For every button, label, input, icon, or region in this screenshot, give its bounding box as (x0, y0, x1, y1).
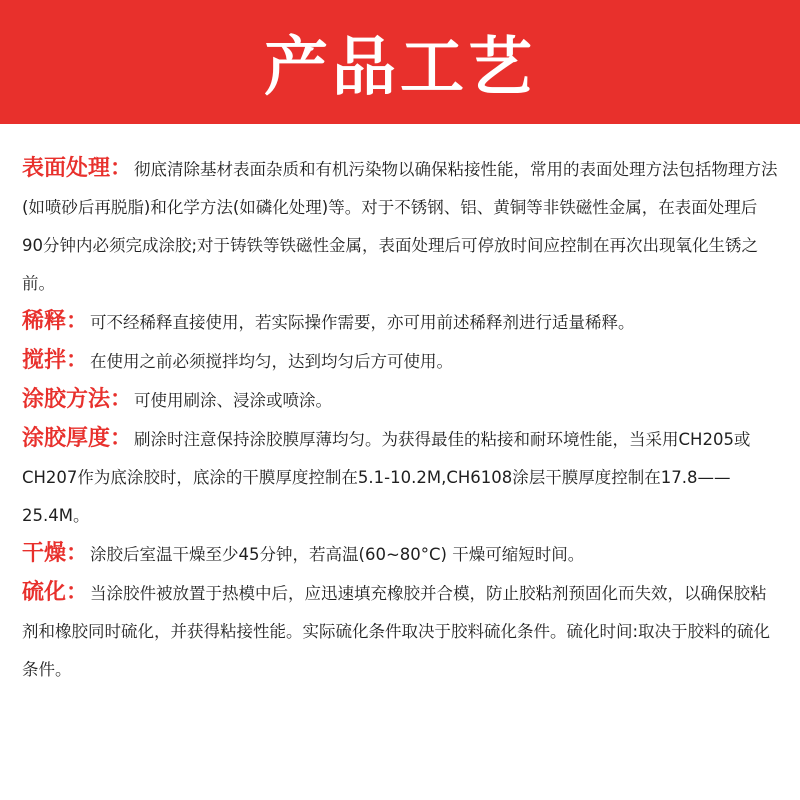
section-text: 在使用之前必须搅拌均匀，达到均匀后方可使用。 (90, 352, 454, 371)
section-text: 当涂胶件被放置于热模中后，应迅速填充橡胶并合模，防止胶粘剂预固化而失效，以确保胶粘剂和橡胶同时硫化，并获得粘接性能。实际硫化条件取决于胶料硫化条件。硫化时间:取决于胶料的硫化条件。 (22, 584, 771, 679)
section-label: 硫化： (22, 580, 89, 605)
section-vulcanization (22, 574, 778, 689)
section-label: 搅拌： (22, 348, 89, 373)
section-stirring (22, 342, 778, 381)
process-content (0, 124, 800, 689)
section-text: 可不经稀释直接使用，若实际操作需要，亦可用前述稀释剂进行适量稀释。 (90, 313, 635, 332)
section-label: 涂胶厚度： (22, 426, 133, 451)
section-coating-thickness (22, 420, 778, 535)
section-label: 稀释： (22, 309, 89, 334)
page-title: 产品工艺 (264, 31, 536, 105)
section-label: 涂胶方法： (22, 387, 133, 412)
title-banner (0, 0, 800, 124)
section-coating-method (22, 381, 778, 420)
section-text: 彻底清除基材表面杂质和有机污染物以确保粘接性能，常用的表面处理方法包括物理方法(如喷砂后再脱脂)和化学方法(如磷化处理)等。对于不锈钢、铝、黄铜等非铁磁性金属，在表面处理后90分钟内必须完成涂胶;对于铸铁等铁磁性金属，表面处理后可停放时间应控制在再次出现氧化生锈之前。 (22, 160, 778, 293)
section-text: 可使用刷涂、浸涂或喷涂。 (134, 391, 333, 410)
section-text: 刷涂时注意保持涂胶膜厚薄均匀。为获得最佳的粘接和耐环境性能，当采用CH205或CH207作为底涂胶时，底涂的干膜厚度控制在5.1-10.2M,CH6108涂层干膜厚度控制在17.8——25.4M。 (22, 430, 751, 525)
section-label: 表面处理： (22, 156, 133, 181)
section-drying (22, 535, 778, 574)
section-surface-treatment (22, 150, 778, 303)
section-label: 干燥： (22, 541, 89, 566)
section-dilution (22, 303, 778, 342)
section-text: 涂胶后室温干燥至少45分钟，若高温(60~80°C) 干燥可缩短时间。 (90, 545, 585, 564)
